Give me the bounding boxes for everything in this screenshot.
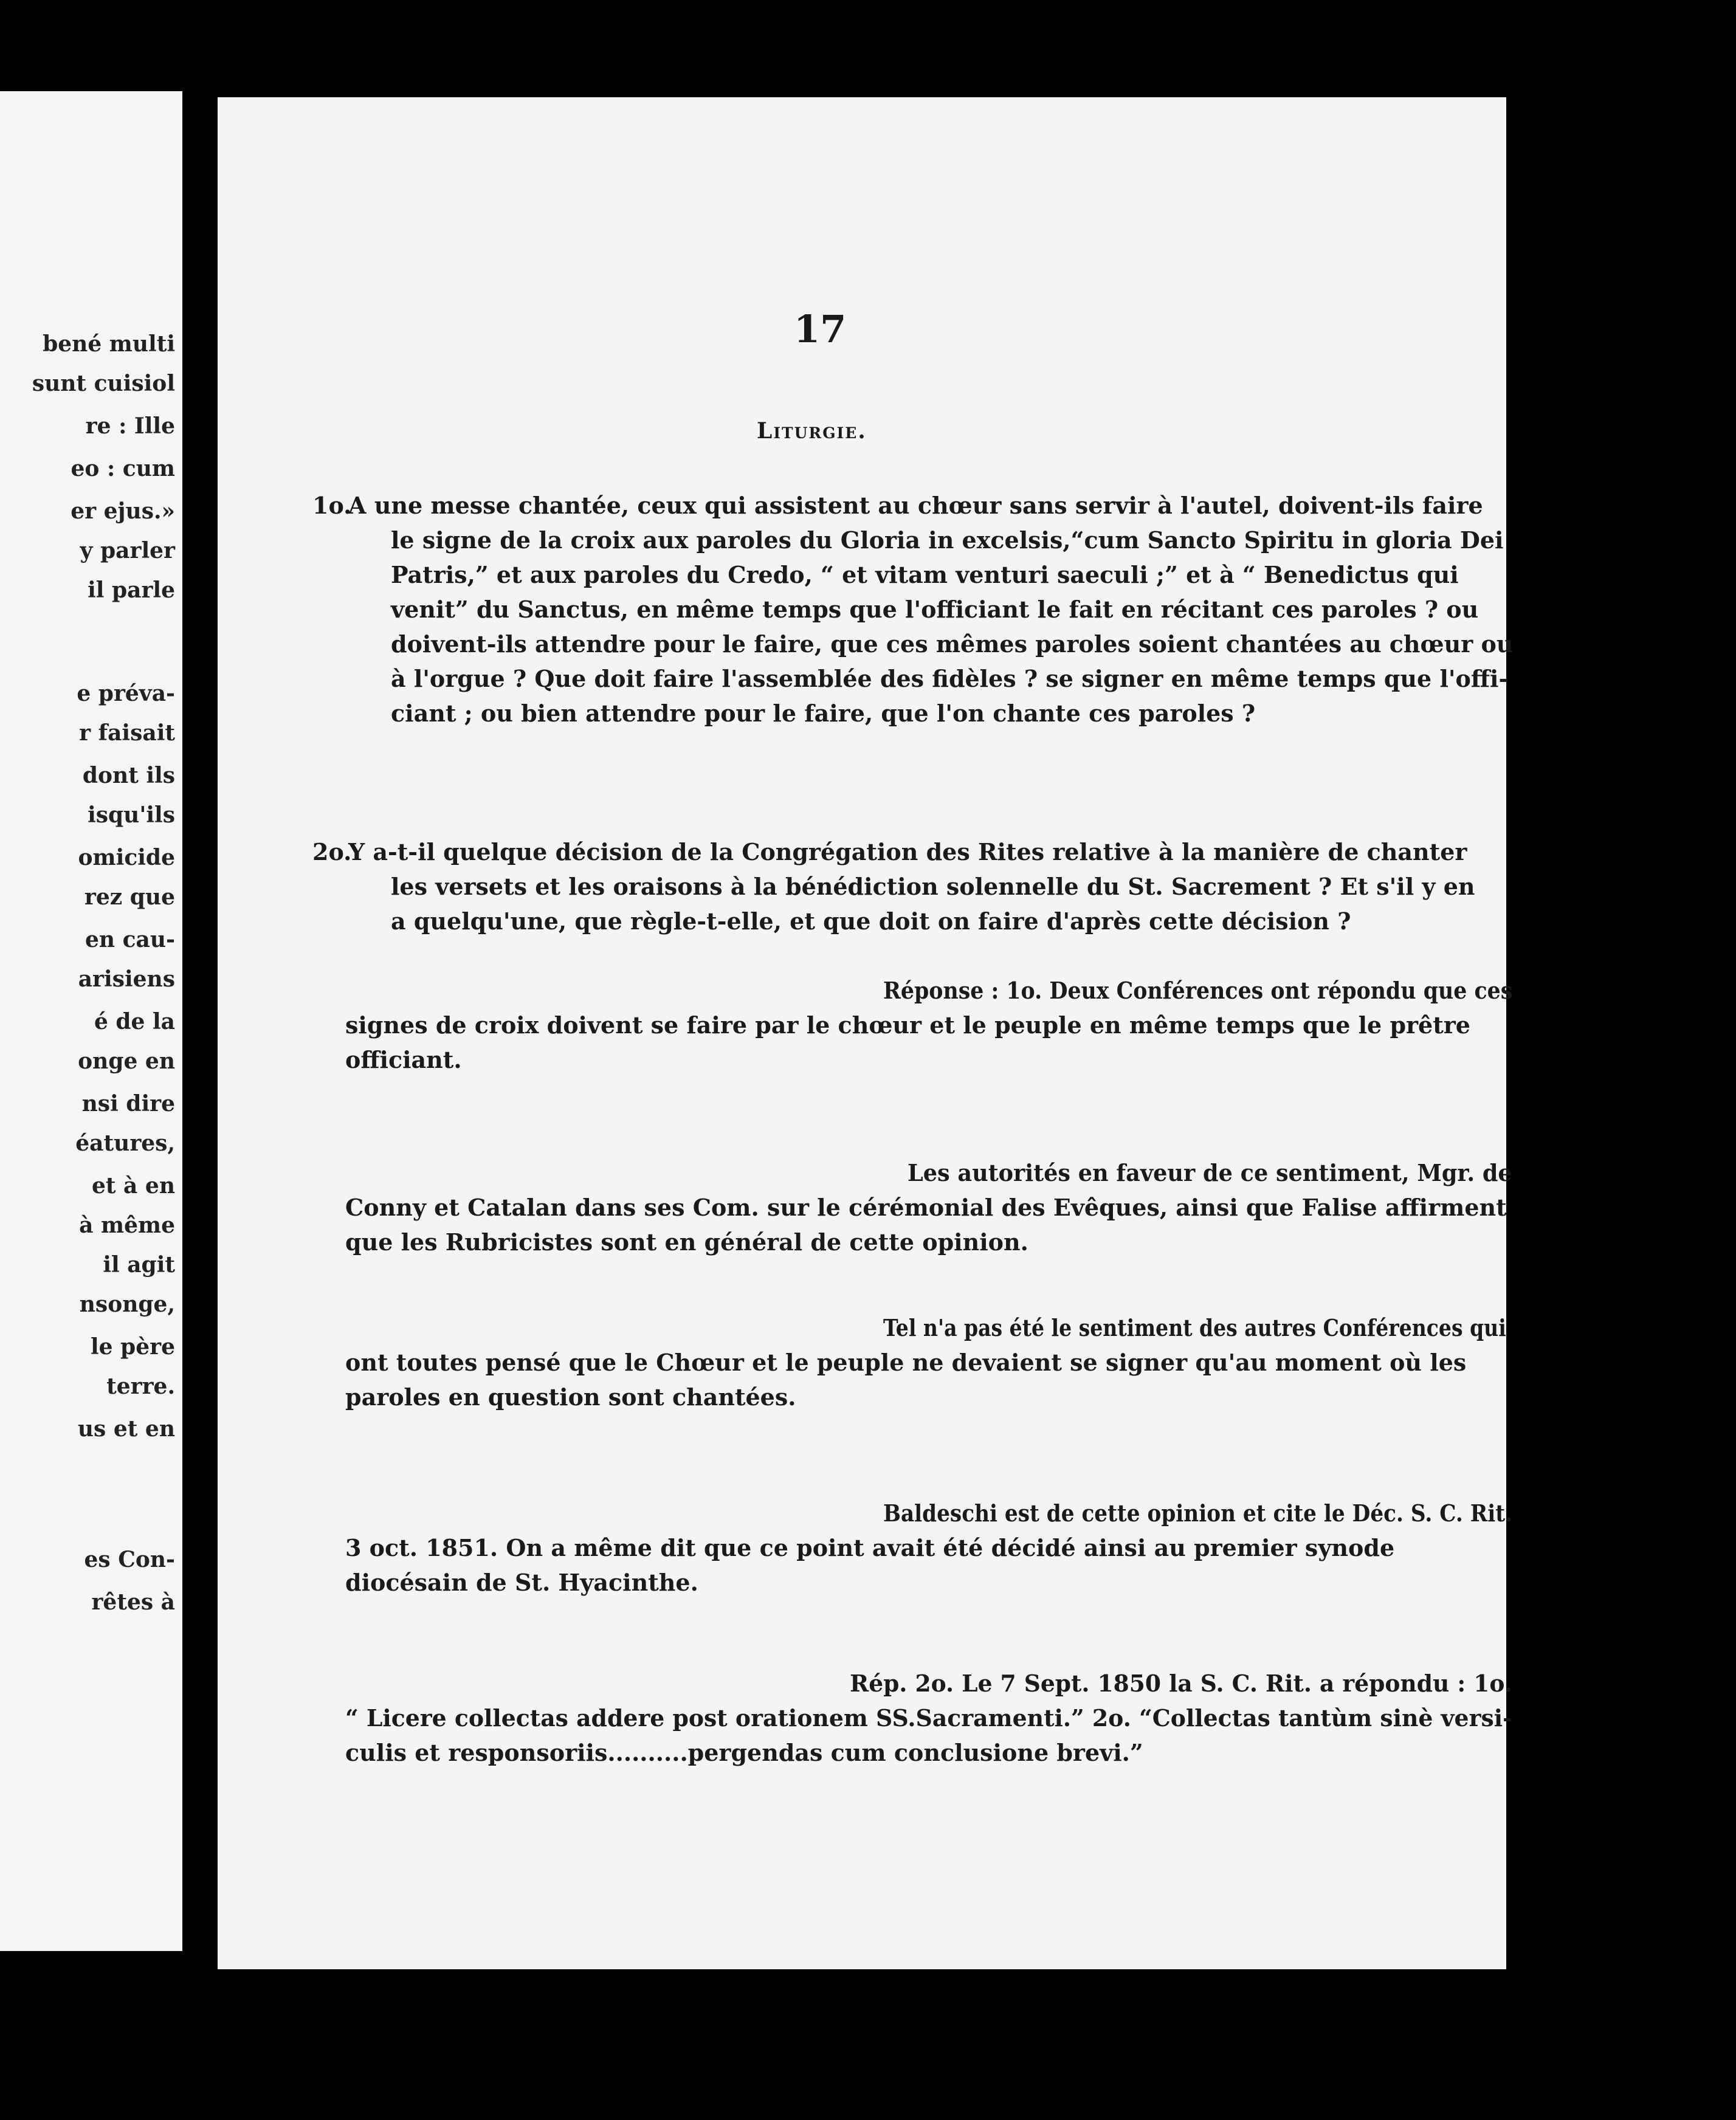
left-page-text-fragment: dont ils	[82, 763, 175, 788]
page-number: 17	[794, 307, 847, 351]
left-page-text-fragment: e préva-	[77, 681, 175, 706]
left-page-text-fragment: terre.	[106, 1374, 175, 1399]
left-page-text-fragment: bené multi	[43, 331, 175, 357]
text-line: a quelqu'une, que règle-t-elle, et que doit on faire d'après cette décision ?	[391, 907, 1351, 935]
text-line: diocésain de St. Hyacinthe.	[345, 1569, 698, 1596]
left-page-text-fragment: re : Ille	[85, 413, 175, 439]
left-page-text-fragment: er ejus.»	[71, 498, 175, 524]
left-page-text-fragment: r faisait	[79, 720, 175, 746]
left-page-text-fragment: y parler	[80, 538, 175, 563]
text-line: doivent-ils attendre pour le faire, que ces mêmes paroles soient chantées au chœur ou	[391, 630, 1514, 658]
left-page-fragment	[0, 91, 182, 1951]
text-line: signes de croix doivent se faire par le chœur et le peuple en même temps que le prêtre	[345, 1011, 1470, 1039]
left-page-text-fragment: à même	[79, 1213, 175, 1238]
text-line: le signe de la croix aux paroles du Gloria in excelsis,“cum Sancto Spiritu in gloria Dei	[391, 526, 1504, 554]
left-page-text-fragment: sunt cuisiol	[32, 371, 175, 396]
left-page-text-fragment: arisiens	[78, 966, 175, 992]
text-line: ont toutes pensé que le Chœur et le peuple ne devaient se signer qu'au moment où les	[345, 1349, 1467, 1376]
text-line: venit” du Sanctus, en même temps que l'officiant le fait en récitant ces paroles ? ou	[391, 596, 1479, 623]
left-page-text-fragment: eo : cum	[71, 456, 175, 481]
left-page-text-fragment: il parle	[88, 577, 175, 603]
left-page-text-fragment: il agit	[103, 1252, 175, 1278]
left-page-text-fragment: omicide	[78, 845, 175, 870]
left-page-text-fragment: es Con-	[84, 1547, 175, 1572]
left-page-text-fragment: onge en	[78, 1048, 175, 1074]
text-line: Conny et Catalan dans ses Com. sur le cérémonial des Evêques, ainsi que Falise affirment	[345, 1194, 1507, 1221]
text-line: Réponse : 1o. Deux Conférences ont répondu que ces	[883, 977, 1513, 1004]
left-page-text-fragment: éatures,	[75, 1131, 175, 1156]
left-page-text-fragment: nsi dire	[81, 1091, 175, 1117]
question-2-number: 2o.	[312, 838, 352, 866]
text-line: officiant.	[345, 1046, 462, 1073]
left-page-text-fragment: rêtes à	[91, 1589, 175, 1615]
left-page-text-fragment: et à en	[91, 1173, 175, 1199]
text-line: Y a-t-il quelque décision de la Congrégation des Rites relative à la manière de chanter	[348, 838, 1467, 866]
text-line: 3 oct. 1851. On a même dit que ce point avait été décidé ainsi au premier synode	[345, 1534, 1395, 1561]
text-line: à l'orgue ? Que doit faire l'assemblée des fidèles ? se signer en même temps que l'offi-	[391, 665, 1509, 692]
left-page-text-fragment: isqu'ils	[88, 802, 175, 828]
text-line: culis et responsoriis..........pergendas cum conclusione brevi.”	[345, 1739, 1143, 1766]
left-page-text-fragment: é de la	[94, 1009, 175, 1034]
text-line: les versets et les oraisons à la bénédiction solennelle du St. Sacrement ? Et s'il y en	[391, 873, 1475, 900]
question-1-number: 1o.	[312, 492, 352, 519]
left-page-text-fragment: en cau-	[85, 927, 175, 952]
text-line: Rép. 2o. Le 7 Sept. 1850 la S. C. Rit. a répondu : 1o.	[850, 1670, 1512, 1697]
text-line: Tel n'a pas été le sentiment des autres Conférences qui	[883, 1314, 1506, 1341]
text-line: Les autorités en faveur de ce sentiment, Mgr. de	[908, 1159, 1512, 1186]
left-page-text-fragment: us et en	[77, 1416, 175, 1442]
document-page	[218, 97, 1514, 1969]
text-line: paroles en question sont chantées.	[345, 1383, 796, 1411]
left-page-text-fragment: rez que	[84, 884, 175, 910]
left-page-text-fragment: le père	[90, 1334, 175, 1360]
text-line: ciant ; ou bien attendre pour le faire, que l'on chante ces paroles ?	[391, 700, 1256, 727]
left-page-text-fragment: nsonge,	[79, 1292, 175, 1317]
text-line: A une messe chantée, ceux qui assistent au chœur sans servir à l'autel, doivent-ils faire	[348, 492, 1483, 519]
text-line: “ Licere collectas addere post orationem SS.Sacramenti.” 2o. “Collectas tantùm sinè versi-	[345, 1704, 1512, 1732]
text-line: que les Rubricistes sont en général de cette opinion.	[345, 1228, 1028, 1256]
text-line: Patris,” et aux paroles du Credo, “ et vitam venturi saeculi ;” et à “ Benedictus qui	[391, 561, 1459, 588]
section-title: Liturgie.	[757, 418, 867, 444]
text-line: Baldeschi est de cette opinion et cite le Déc. S. C. Rit.	[883, 1499, 1513, 1527]
